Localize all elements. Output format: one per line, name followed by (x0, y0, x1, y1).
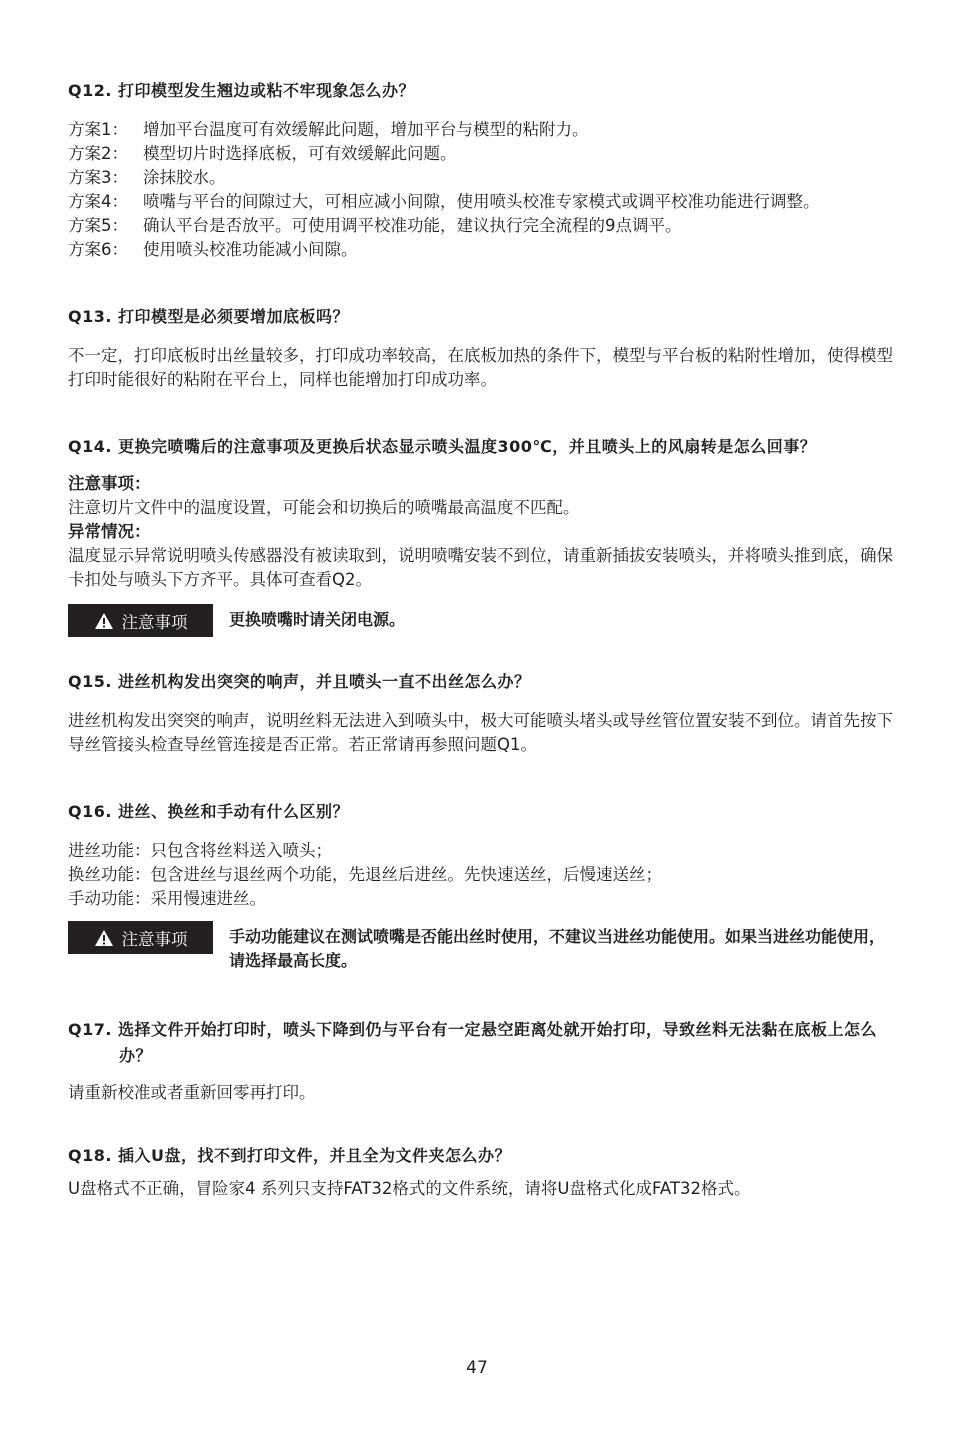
answer-text: 请重新校准或者重新回零再打印。 (68, 1083, 316, 1102)
question-title: Q13. 打印模型是必须要增加底板吗？ (68, 307, 350, 326)
answer-text: 进丝机构发出突突的响声，说明丝料无法进入到喷头中，极大可能喷头堵头或导丝管位置安装不到位。请首先按下导丝管接头检查导丝管连接是否正常。若正常请再参照问题Q1。 (68, 711, 893, 754)
abnormal-heading: 异常情况： (68, 522, 151, 541)
faq-q16 (68, 799, 898, 973)
function-line: 换丝功能：包含进丝与退丝两个功能，先退丝后进丝。先快速送丝，后慢速送丝； (68, 865, 662, 884)
faq-q12 (68, 78, 898, 262)
notes-text: 注意切片文件中的温度设置，可能会和切换后的喷嘴最高温度不匹配。 (68, 498, 580, 517)
faq-q13 (68, 304, 898, 392)
question-title: Q12. 打印模型发生翘边或粘不牢现象怎么办？ (68, 81, 416, 100)
answer-text: U盘格式不正确，冒险家4 系列只支持FAT32格式的文件系统，请将U盘格式化成FAT32格式。 (68, 1179, 751, 1198)
faq-q14 (68, 434, 898, 637)
plan-text: 涂抹胶水。 (143, 168, 226, 187)
page-number: 47 (466, 1358, 488, 1378)
plan-text: 喷嘴与平台的间隙过大，可相应减小间隙，使用喷头校准专家模式或调平校准功能进行调整。 (143, 192, 820, 211)
plan-item (68, 142, 898, 166)
plan-item (68, 238, 898, 262)
faq-q18 (68, 1143, 898, 1201)
question-title: Q15. 进丝机构发出突突的响声，并且喷头一直不出丝怎么办？ (68, 672, 531, 691)
notice-badge (68, 921, 213, 954)
notice-badge (68, 604, 213, 637)
plan-text: 增加平台温度可有效缓解此问题，增加平台与模型的粘附力。 (143, 120, 589, 139)
function-line: 进丝功能：只包含将丝料送入喷头； (68, 841, 332, 860)
faq-q17 (68, 1017, 898, 1105)
notice-text: 手动功能建议在测试喷嘴是否能出丝时使用，不建议当进丝功能使用。如果当进丝功能使用，请选择最高长度。 (229, 927, 886, 970)
plan-label: 方案3： (68, 168, 128, 187)
warning-icon (94, 929, 114, 947)
plan-label: 方案6： (68, 240, 128, 259)
plan-label: 方案4： (68, 192, 128, 211)
plan-text: 确认平台是否放平。可使用调平校准功能，建议执行完全流程的9点调平。 (143, 216, 682, 235)
plan-list (68, 118, 898, 262)
plan-item (68, 166, 898, 190)
notice-text: 更换喷嘴时请关闭电源。 (229, 610, 406, 629)
notice-label: 注意事项 (121, 612, 188, 632)
plan-label: 方案5： (68, 216, 128, 235)
question-title: Q16. 进丝、换丝和手动有什么区别？ (68, 802, 350, 821)
function-list (68, 839, 898, 911)
plan-item (68, 190, 898, 214)
function-line: 手动功能：采用慢速进丝。 (68, 889, 266, 908)
question-title: Q14. 更换完喷嘴后的注意事项及更换后状态显示喷头温度300℃，并且喷头上的风扇转是怎么回事？ (68, 437, 817, 456)
question-title: Q17. 选择文件开始打印时，喷头下降到仍与平台有一定悬空距离处就开始打印，导致丝料无法黏在底板上怎么办？ (68, 1020, 878, 1065)
notice-box (68, 604, 898, 637)
plan-text: 使用喷头校准功能减小间隙。 (143, 240, 358, 259)
warning-icon (94, 612, 114, 630)
faq-q15 (68, 669, 898, 757)
question-title: Q18. 插入U盘，找不到打印文件，并且全为文件夹怎么办？ (68, 1146, 512, 1165)
answer-text: 不一定，打印底板时出丝量较多，打印成功率较高，在底板加热的条件下，模型与平台板的粘附性增加，使得模型打印时能很好的粘附在平台上，同样也能增加打印成功率。 (68, 346, 893, 389)
notice-label: 注意事项 (121, 929, 188, 949)
plan-label: 方案2： (68, 144, 128, 163)
faq-page-content (68, 78, 898, 1201)
plan-text: 模型切片时选择底板，可有效缓解此问题。 (143, 144, 457, 163)
notes-heading: 注意事项： (68, 474, 151, 493)
notice-box (68, 921, 898, 973)
abnormal-text: 温度显示异常说明喷头传感器没有被读取到，说明喷嘴安装不到位，请重新插拔安装喷头，并将喷头推到底，确保卡扣处与喷头下方齐平。具体可查看Q2。 (68, 546, 893, 589)
plan-item (68, 214, 898, 238)
plan-item (68, 118, 898, 142)
plan-label: 方案1： (68, 120, 128, 139)
